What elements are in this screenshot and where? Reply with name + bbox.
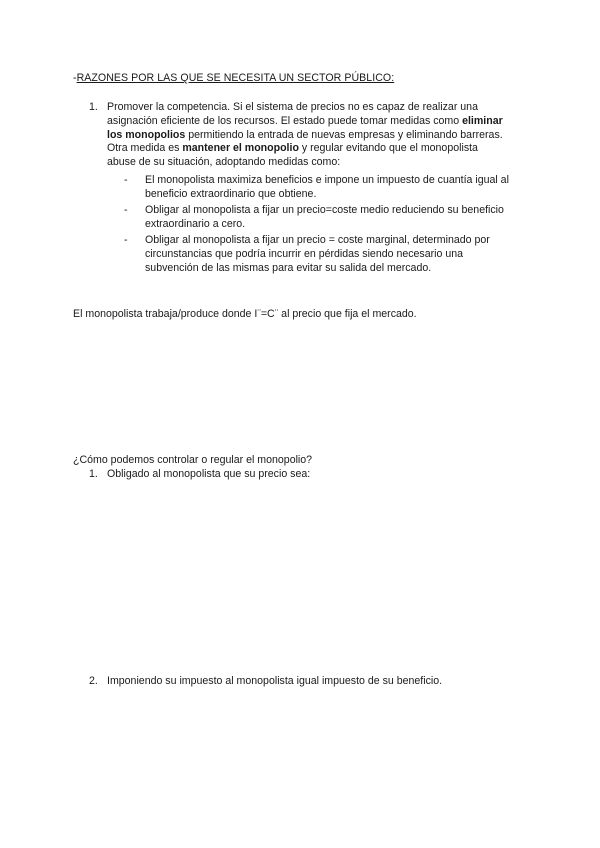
text-span: asignación eficiente de los recursos. El estado puede tomar medidas como [107, 114, 463, 127]
text-line: extraordinario a cero. [145, 217, 246, 230]
section-heading [73, 72, 394, 84]
paragraph-monopolist: El monopolista trabaja/produce donde I¨=C¨ al precio que fija el mercado. [73, 308, 417, 320]
text-line: Obligar al monopolista a fijar un precio=coste medio reduciendo su beneficio [145, 204, 504, 217]
bullet-list [124, 174, 524, 278]
text-span: y regular evitando que el monopolista [298, 142, 478, 155]
text-span: Otra medida es [107, 142, 183, 155]
bullet-item [124, 234, 524, 275]
bullet-dash: - [124, 174, 128, 186]
list-item-text: Imponiendo su impuesto al monopolista igual impuesto de su beneficio. [107, 675, 443, 687]
text-line: beneficio extraordinario que obtiene. [145, 187, 317, 200]
text-line: circunstancias que podría incurrir en pérdidas siendo necesario una [145, 248, 463, 261]
list-item-text [107, 101, 527, 170]
text-span: permitiendo la entrada de nuevas empresas y eliminando barreras. [185, 128, 503, 141]
text-line [107, 115, 527, 129]
bullet-item [124, 174, 524, 202]
heading-title: RAZONES POR LAS QUE SE NECESITA UN SECTOR PÚBLICO: [76, 72, 395, 84]
bold-text: eliminar [462, 114, 503, 127]
heading-prefix: - [73, 72, 77, 84]
text-line: Promover la competencia. Si el sistema de precios no es capaz de realizar una [107, 101, 478, 113]
text-line: subvención de las mismas para evitar su salida del mercado. [145, 261, 432, 274]
bold-text: mantener el monopolio [182, 142, 299, 155]
text-line: El monopolista maximiza beneficios e impone un impuesto de cuantía igual al [145, 174, 509, 186]
question-heading: ¿Cómo podemos controlar o regular el monopolio? [73, 454, 313, 466]
list-item-number: 1. [89, 468, 98, 480]
text-line: abuse de su situación, adoptando medidas como: [107, 156, 341, 169]
bullet-dash: - [124, 234, 128, 247]
list-item-text: Obligado al monopolista que su precio sea: [107, 468, 311, 480]
list-item-number: 2. [89, 675, 98, 687]
bold-text: los monopolios [107, 128, 186, 141]
bullet-dash: - [124, 204, 128, 217]
text-line: Obligar al monopolista a fijar un precio = coste marginal, determinado por [145, 234, 490, 247]
bullet-item [124, 204, 524, 232]
text-line [107, 129, 527, 143]
text-line [107, 142, 527, 156]
list-item-number: 1. [89, 101, 98, 113]
